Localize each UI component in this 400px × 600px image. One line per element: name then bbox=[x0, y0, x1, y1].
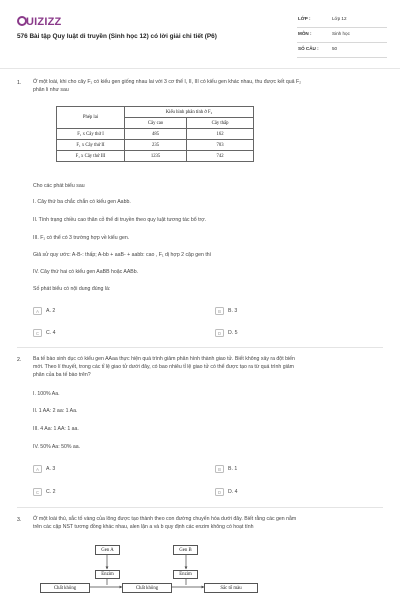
table-cell-short: 162 bbox=[187, 129, 254, 140]
enzyme-2-box: Enzim bbox=[173, 570, 198, 579]
meta-value: 50 bbox=[332, 46, 338, 51]
quizizz-logo[interactable]: UIZIZZ bbox=[17, 15, 61, 28]
question-3-stem-line: trên các cặp NST tương đồng khác nhau, alen lặn a và b quy định các enzim không có hoạt tính bbox=[33, 524, 254, 530]
option-letter-box: D bbox=[215, 329, 224, 337]
question-1-stem-line-1: Ở một loài, khi cho cây F₁ có kiểu gen giống nhau lai với 3 cơ thể I, II, III có kiểu gen khác nhau, thu được kết quả F₂ bbox=[33, 79, 302, 85]
question-1-statement: IV. Cây thứ hai có kiểu gen AaBB hoặc AABb. bbox=[33, 269, 139, 275]
meta-label: LỚP : bbox=[298, 16, 311, 21]
logo-q-icon bbox=[17, 16, 27, 26]
option-letter-box: A bbox=[33, 307, 42, 315]
question-2-statement: III. 4 Aa: 1 AA: 1 aa. bbox=[33, 426, 79, 432]
meta-row-count bbox=[297, 43, 387, 58]
table-header-cross: Phép lai bbox=[57, 107, 125, 129]
option-text: D. 5 bbox=[228, 330, 238, 336]
table-subheader-tall: Cây cao bbox=[125, 118, 187, 129]
pathway-diagram bbox=[40, 539, 270, 600]
table-cell-short: 703 bbox=[187, 140, 254, 151]
option-text: C. 4 bbox=[46, 330, 56, 336]
question-2-stem-line: mới. Theo lí thuyết, trong các tỉ lệ giao tử dưới đây, có bao nhiêu tỉ lệ giao tử có thể được tạo ra từ quá trình giảm bbox=[33, 364, 294, 370]
question-1-stem-line-2: phân li như sau bbox=[33, 87, 69, 93]
question-1-statement: I. Cây thứ ba chắc chắn có kiểu gen Aabb. bbox=[33, 199, 131, 205]
page-header bbox=[0, 0, 400, 64]
meta-row-subject bbox=[297, 28, 387, 43]
option-text: A. 2 bbox=[46, 308, 56, 314]
question-1-statement: II. Tính trạng chiều cao thân cỏ thể di truyền theo quy luật tương tác bổ trợ. bbox=[33, 217, 207, 223]
table-row bbox=[57, 129, 254, 140]
table-subheader-short: Cây thấp bbox=[187, 118, 254, 129]
enzyme-1-box: Enzim bbox=[95, 570, 120, 579]
substrate-2-box: Chất không bbox=[122, 583, 172, 593]
question-1-prompt: Số phát biểu có nội dung đúng là: bbox=[33, 286, 111, 292]
option-letter-box: C bbox=[33, 488, 42, 496]
option-text: D. 4 bbox=[228, 489, 238, 495]
option-letter-box: D bbox=[215, 488, 224, 496]
pigment-box: Sắc tố màu bbox=[204, 583, 258, 593]
meta-value: Lớp 12 bbox=[332, 16, 347, 21]
table-cell-tall: 1235 bbox=[125, 151, 187, 162]
table-cell-tall: 235 bbox=[125, 140, 187, 151]
meta-row-class bbox=[297, 13, 387, 28]
question-3-number: 3. bbox=[17, 517, 22, 523]
table-row bbox=[57, 151, 254, 162]
question-divider bbox=[17, 347, 383, 348]
option-letter-box: B bbox=[215, 307, 224, 315]
document-title: 576 Bài tập Quy luật di truyền (Sinh học 12) có lời giải chi tiết (P6) bbox=[17, 33, 217, 40]
substrate-1-box: Chất không bbox=[40, 583, 90, 593]
option-text: A. 3 bbox=[46, 466, 56, 472]
question-2-statement: II. 1 AA: 2 aa: 1 Aa. bbox=[33, 408, 78, 414]
option-letter-box: C bbox=[33, 329, 42, 337]
question-1-intro: Cho các phát biểu sau bbox=[33, 183, 85, 189]
question-1-statement: Giả sử quy ước: A-B-: thấp; A-bb + aaB- + aabb: cao , F₁ dị hợp 2 cặp gen thì bbox=[33, 252, 212, 258]
gene-a-box: Gen A bbox=[95, 545, 120, 555]
question-2-number: 2. bbox=[17, 357, 22, 363]
question-1-statement: III. F₁ có thể có 3 trường hợp về kiểu gen. bbox=[33, 235, 130, 241]
table-cell-tall: 485 bbox=[125, 129, 187, 140]
table-cell-cross: F₁ x Cây thứ III bbox=[57, 151, 125, 162]
question-2-statement: IV. 50% Aa: 50% aa. bbox=[33, 444, 81, 450]
question-2-stem-line: phân của ba tế bào trên? bbox=[33, 372, 91, 378]
table-row bbox=[57, 140, 254, 151]
table-cell-cross: F₁ x Cây thứ II bbox=[57, 140, 125, 151]
table-header-phenotype: Kiểu hình phân tính ở F₂ bbox=[125, 107, 254, 118]
option-text: C. 2 bbox=[46, 489, 56, 495]
option-letter-box: A bbox=[33, 465, 42, 473]
table-cell-short: 742 bbox=[187, 151, 254, 162]
question-1-number: 1. bbox=[17, 80, 22, 86]
table-cell-cross: F₁ x Cây thứ I bbox=[57, 129, 125, 140]
meta-label: MÔN : bbox=[298, 31, 312, 36]
gene-b-box: Gen B bbox=[173, 545, 198, 555]
option-text: B. 1 bbox=[228, 466, 238, 472]
question-2-statement: I. 100% Aa. bbox=[33, 391, 60, 397]
question-divider bbox=[17, 507, 383, 508]
meta-value: Sinh học bbox=[332, 31, 350, 36]
header-divider bbox=[0, 68, 400, 69]
question-1-table bbox=[56, 106, 254, 162]
meta-label: SỐ CÂU : bbox=[298, 46, 319, 51]
question-3-stem-line: Ở một loài thú, sắc tố vàng của lông được tạo thành theo con đường chuyển hóa dưới đây. Biết rằng các gen nằm bbox=[33, 516, 297, 522]
question-2-stem-line: Ba tế bào sinh dục có kiểu gen AAaa thực hiện quá trình giảm phân hình thành giao tử. Biết không xảy ra đột biến bbox=[33, 356, 295, 362]
meta-info bbox=[297, 13, 387, 58]
option-text: B. 3 bbox=[228, 308, 238, 314]
option-letter-box: B bbox=[215, 465, 224, 473]
